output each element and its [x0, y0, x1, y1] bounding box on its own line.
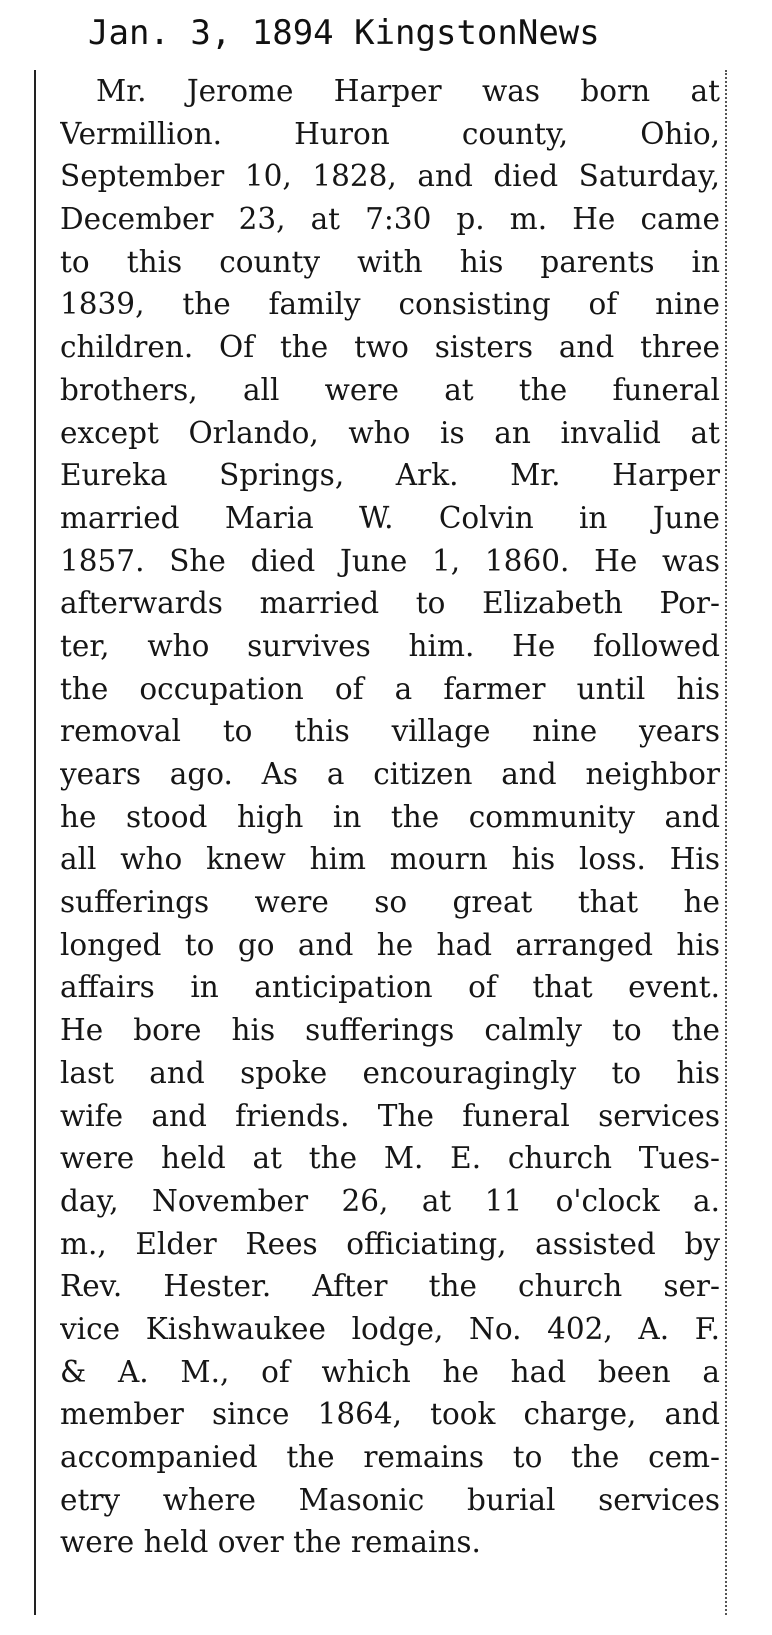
article-line: December 23, at 7:30 p. m. He came	[60, 202, 720, 237]
article-line: were held over the remains.	[60, 1525, 481, 1560]
article-line: brothers, all were at the funeral	[60, 372, 720, 407]
article-line: all who knew him mourn his loss. His	[60, 842, 720, 877]
column-rule-left	[34, 70, 36, 1615]
article-line: afterwards married to Elizabeth Por-	[60, 586, 720, 621]
article-line: the occupation of a farmer until his	[60, 671, 720, 706]
article-line: he stood high in the community and	[60, 799, 720, 834]
article-line: September 10, 1828, and died Saturday,	[60, 159, 720, 194]
article-line: 1839, the family consisting of nine	[60, 287, 720, 322]
column-rule-right	[725, 70, 727, 1615]
article-line: He bore his sufferings calmly to the	[60, 1013, 720, 1048]
article-line: Mr. Jerome Harper was born at	[96, 74, 720, 108]
article-line: member since 1864, took charge, and	[60, 1397, 720, 1432]
article-line: m., Elder Rees officiating, assisted by	[60, 1226, 720, 1261]
article-line: children. Of the two sisters and three	[60, 330, 720, 365]
article-line: & A. M., of which he had been a	[60, 1354, 720, 1389]
article-line: years ago. As a citizen and neighbor	[60, 757, 720, 791]
article-line: were held at the M. E. church Tues-	[60, 1141, 720, 1176]
article-line: etry where Masonic burial services	[60, 1482, 720, 1517]
article-line: to this county with his parents in	[60, 244, 720, 279]
article-line: 1857. She died June 1, 1860. He was	[60, 543, 720, 578]
article-line: Vermillion. Huron county, Ohio,	[60, 116, 720, 151]
article-line: removal to this village nine years	[60, 714, 720, 749]
article-line: sufferings were so great that he	[60, 885, 720, 920]
article-line: except Orlando, who is an invalid at	[60, 415, 720, 450]
obituary-article	[60, 70, 720, 1564]
article-line: married Maria W. Colvin in June	[60, 500, 720, 535]
article-line: affairs in anticipation of that event.	[60, 970, 720, 1005]
article-line: accompanied the remains to the cem-	[60, 1440, 720, 1474]
article-line: wife and friends. The funeral services	[60, 1098, 720, 1133]
article-line: last and spoke encouragingly to his	[60, 1055, 720, 1090]
article-line: Rev. Hester. After the church ser-	[60, 1269, 720, 1304]
dateline-header: Jan. 3, 1894 KingstonNews	[88, 13, 600, 53]
article-line: vice Kishwaukee lodge, No. 402, A. F.	[60, 1311, 720, 1346]
article-line: Eureka Springs, Ark. Mr. Harper	[60, 458, 720, 493]
article-line: longed to go and he had arranged his	[60, 927, 720, 962]
article-line: day, November 26, at 11 o'clock a.	[60, 1183, 720, 1218]
article-line: ter, who survives him. He followed	[60, 628, 720, 663]
